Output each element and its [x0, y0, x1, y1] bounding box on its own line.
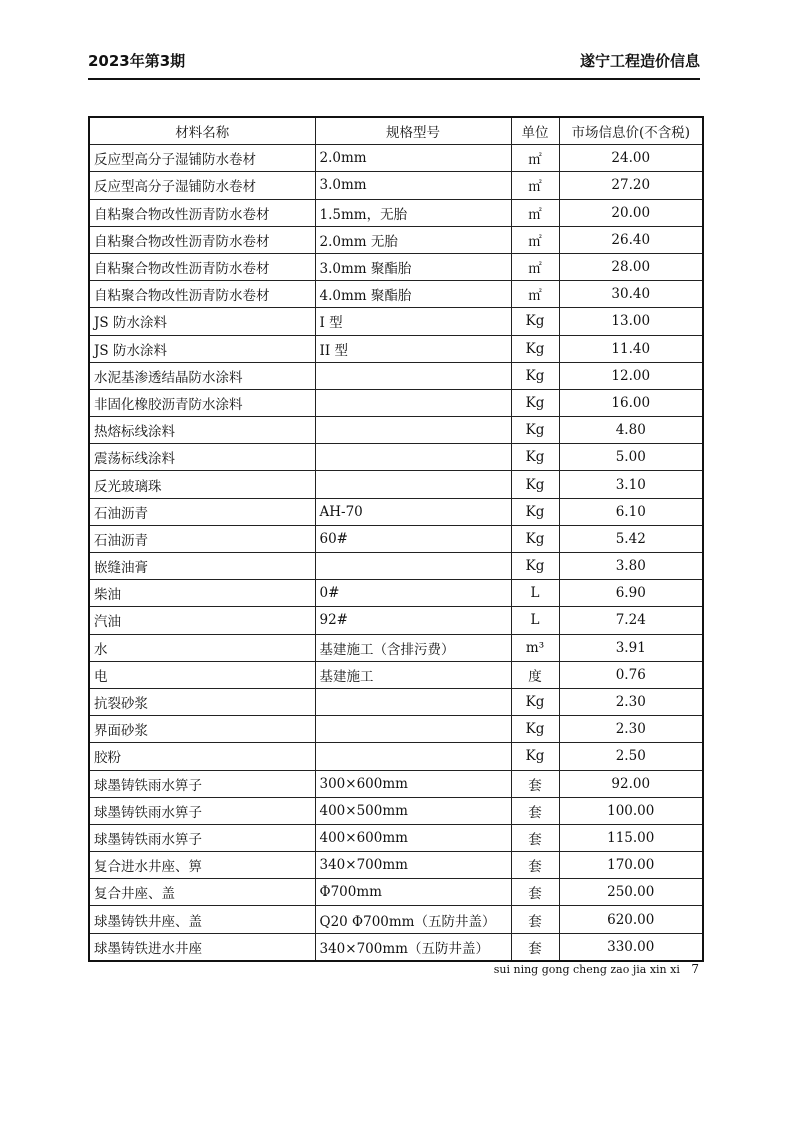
cell-unit: ㎡ — [511, 281, 559, 308]
cell-unit: Kg — [511, 389, 559, 416]
cell-spec — [315, 389, 511, 416]
cell-spec: Q20 Φ700mm（五防井盖） — [315, 906, 511, 933]
cell-spec: 3.0mm — [315, 172, 511, 199]
cell-material-name: 水泥基渗透结晶防水涂料 — [89, 362, 315, 389]
cell-price: 27.20 — [559, 172, 703, 199]
cell-price: 28.00 — [559, 253, 703, 280]
cell-material-name: 球墨铸铁雨水箅子 — [89, 770, 315, 797]
cell-unit: 套 — [511, 824, 559, 851]
footer-pinyin: sui ning gong cheng zao jia xin xi — [493, 963, 680, 976]
cell-material-name: JS 防水涂料 — [89, 308, 315, 335]
cell-spec: 2.0mm 无胎 — [315, 226, 511, 253]
cell-price: 100.00 — [559, 797, 703, 824]
table-row — [89, 498, 703, 525]
cell-unit: ㎡ — [511, 253, 559, 280]
cell-material-name: 电 — [89, 661, 315, 688]
table-row — [89, 852, 703, 879]
cell-material-name: 反应型高分子湿铺防水卷材 — [89, 172, 315, 199]
cell-spec: Φ700mm — [315, 879, 511, 906]
cell-unit: Kg — [511, 553, 559, 580]
cell-unit: Kg — [511, 335, 559, 362]
cell-material-name: 热熔标线涂料 — [89, 417, 315, 444]
cell-spec — [315, 716, 511, 743]
cell-price: 115.00 — [559, 824, 703, 851]
cell-material-name: 柴油 — [89, 580, 315, 607]
table-row — [89, 281, 703, 308]
table-row — [89, 661, 703, 688]
cell-material-name: 复合井座、盖 — [89, 879, 315, 906]
cell-price: 3.10 — [559, 471, 703, 498]
issue-label: 2023年第3期 — [88, 52, 186, 70]
column-header-unit: 单位 — [511, 117, 559, 145]
cell-unit: 套 — [511, 879, 559, 906]
table-row — [89, 688, 703, 715]
table-row — [89, 308, 703, 335]
cell-price: 3.91 — [559, 634, 703, 661]
page-footer — [494, 962, 699, 976]
table-row — [89, 525, 703, 552]
cell-price: 3.80 — [559, 553, 703, 580]
cell-price: 20.00 — [559, 199, 703, 226]
cell-price: 30.40 — [559, 281, 703, 308]
cell-material-name: 嵌缝油膏 — [89, 553, 315, 580]
table-row — [89, 906, 703, 933]
cell-unit: Kg — [511, 417, 559, 444]
cell-price: 7.24 — [559, 607, 703, 634]
cell-unit: 度 — [511, 661, 559, 688]
cell-material-name: 球墨铸铁雨水箅子 — [89, 824, 315, 851]
cell-material-name: 球墨铸铁井座、盖 — [89, 906, 315, 933]
cell-unit: ㎡ — [511, 199, 559, 226]
header-rule — [88, 78, 700, 80]
cell-material-name: 自粘聚合物改性沥青防水卷材 — [89, 281, 315, 308]
cell-material-name: 石油沥青 — [89, 525, 315, 552]
cell-material-name: 自粘聚合物改性沥青防水卷材 — [89, 199, 315, 226]
cell-unit: Kg — [511, 362, 559, 389]
table-row — [89, 770, 703, 797]
cell-spec: 3.0mm 聚酯胎 — [315, 253, 511, 280]
table-row — [89, 607, 703, 634]
cell-price: 2.30 — [559, 688, 703, 715]
cell-material-name: JS 防水涂料 — [89, 335, 315, 362]
table-row — [89, 226, 703, 253]
cell-material-name: 水 — [89, 634, 315, 661]
cell-spec: II 型 — [315, 335, 511, 362]
cell-material-name: 复合进水井座、箅 — [89, 852, 315, 879]
cell-spec: 92# — [315, 607, 511, 634]
cell-spec: 1.5mm，无胎 — [315, 199, 511, 226]
cell-unit: 套 — [511, 852, 559, 879]
cell-spec: I 型 — [315, 308, 511, 335]
price-table — [88, 116, 704, 962]
table-row — [89, 417, 703, 444]
cell-price: 6.90 — [559, 580, 703, 607]
table-row — [89, 879, 703, 906]
table-row — [89, 553, 703, 580]
cell-spec — [315, 553, 511, 580]
cell-unit: Kg — [511, 688, 559, 715]
table-row — [89, 145, 703, 172]
table-row — [89, 824, 703, 851]
cell-material-name: 汽油 — [89, 607, 315, 634]
table-row — [89, 389, 703, 416]
cell-spec: 4.0mm 聚酯胎 — [315, 281, 511, 308]
cell-unit: L — [511, 580, 559, 607]
cell-material-name: 自粘聚合物改性沥青防水卷材 — [89, 253, 315, 280]
table-row — [89, 362, 703, 389]
cell-material-name: 反光玻璃珠 — [89, 471, 315, 498]
cell-spec: 2.0mm — [315, 145, 511, 172]
cell-spec — [315, 688, 511, 715]
cell-price: 170.00 — [559, 852, 703, 879]
cell-unit: ㎡ — [511, 145, 559, 172]
cell-material-name: 抗裂砂浆 — [89, 688, 315, 715]
cell-unit: m³ — [511, 634, 559, 661]
cell-price: 4.80 — [559, 417, 703, 444]
cell-material-name: 震荡标线涂料 — [89, 444, 315, 471]
cell-price: 250.00 — [559, 879, 703, 906]
cell-material-name: 反应型高分子湿铺防水卷材 — [89, 145, 315, 172]
cell-spec — [315, 362, 511, 389]
cell-material-name: 石油沥青 — [89, 498, 315, 525]
table-row — [89, 199, 703, 226]
cell-unit: 套 — [511, 797, 559, 824]
cell-price: 5.00 — [559, 444, 703, 471]
table-row — [89, 471, 703, 498]
cell-spec: 60# — [315, 525, 511, 552]
publication-title: 遂宁工程造价信息 — [579, 52, 700, 70]
cell-price: 620.00 — [559, 906, 703, 933]
cell-price: 92.00 — [559, 770, 703, 797]
column-header-spec: 规格型号 — [315, 117, 511, 145]
cell-spec: 340×700mm（五防井盖） — [315, 933, 511, 961]
page-header — [88, 50, 700, 74]
table-row — [89, 743, 703, 770]
cell-material-name: 非固化橡胶沥青防水涂料 — [89, 389, 315, 416]
cell-spec: AH-70 — [315, 498, 511, 525]
cell-price: 2.50 — [559, 743, 703, 770]
cell-material-name: 胶粉 — [89, 743, 315, 770]
cell-price: 2.30 — [559, 716, 703, 743]
cell-price: 16.00 — [559, 389, 703, 416]
page-number: 7 — [691, 962, 699, 976]
table-row — [89, 580, 703, 607]
cell-price: 11.40 — [559, 335, 703, 362]
cell-material-name: 球墨铸铁进水井座 — [89, 933, 315, 961]
column-header-price: 市场信息价(不含税) — [559, 117, 703, 145]
cell-spec: 0# — [315, 580, 511, 607]
cell-unit: Kg — [511, 716, 559, 743]
cell-spec: 300×600mm — [315, 770, 511, 797]
cell-price: 24.00 — [559, 145, 703, 172]
cell-unit: Kg — [511, 444, 559, 471]
cell-spec — [315, 471, 511, 498]
cell-spec: 340×700mm — [315, 852, 511, 879]
cell-price: 26.40 — [559, 226, 703, 253]
table-row — [89, 172, 703, 199]
cell-unit: 套 — [511, 933, 559, 961]
cell-unit: 套 — [511, 906, 559, 933]
cell-unit: ㎡ — [511, 226, 559, 253]
table-header-row — [89, 117, 703, 145]
table-row — [89, 253, 703, 280]
cell-spec: 基建施工 — [315, 661, 511, 688]
table-body — [89, 145, 703, 961]
cell-spec: 400×500mm — [315, 797, 511, 824]
cell-spec: 基建施工（含排污费） — [315, 634, 511, 661]
cell-spec — [315, 743, 511, 770]
table-row — [89, 716, 703, 743]
table-row — [89, 933, 703, 961]
cell-material-name: 自粘聚合物改性沥青防水卷材 — [89, 226, 315, 253]
cell-price: 5.42 — [559, 525, 703, 552]
table-row — [89, 797, 703, 824]
table-row — [89, 634, 703, 661]
cell-unit: 套 — [511, 770, 559, 797]
cell-unit: Kg — [511, 498, 559, 525]
cell-unit: Kg — [511, 471, 559, 498]
table-row — [89, 444, 703, 471]
cell-price: 0.76 — [559, 661, 703, 688]
cell-spec — [315, 417, 511, 444]
cell-unit: Kg — [511, 525, 559, 552]
cell-unit: Kg — [511, 743, 559, 770]
cell-unit: ㎡ — [511, 172, 559, 199]
table-row — [89, 335, 703, 362]
cell-material-name: 界面砂浆 — [89, 716, 315, 743]
cell-price: 12.00 — [559, 362, 703, 389]
cell-price: 13.00 — [559, 308, 703, 335]
cell-spec: 400×600mm — [315, 824, 511, 851]
cell-unit: L — [511, 607, 559, 634]
cell-price: 330.00 — [559, 933, 703, 961]
cell-spec — [315, 444, 511, 471]
cell-price: 6.10 — [559, 498, 703, 525]
cell-material-name: 球墨铸铁雨水箅子 — [89, 797, 315, 824]
cell-unit: Kg — [511, 308, 559, 335]
column-header-name: 材料名称 — [89, 117, 315, 145]
